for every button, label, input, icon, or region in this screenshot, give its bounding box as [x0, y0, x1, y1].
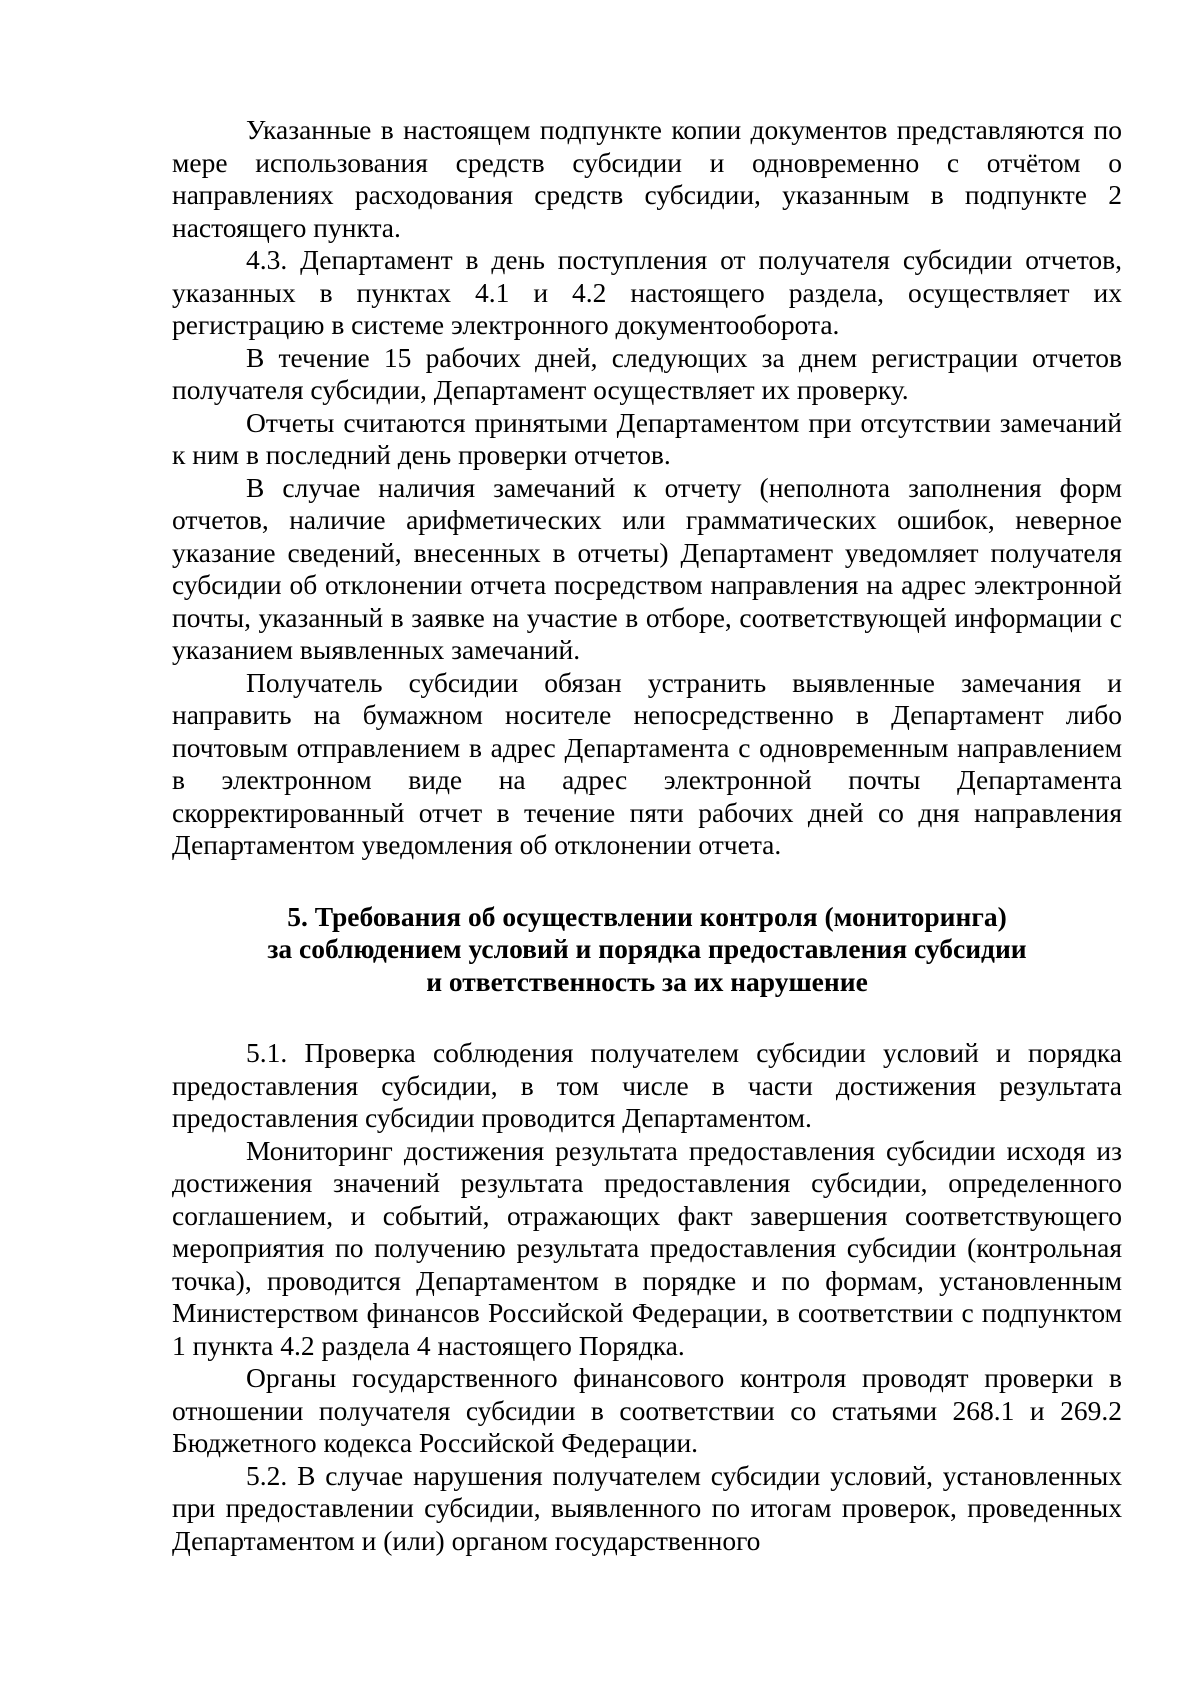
paragraph-report-remarks: В случае наличия замечаний к отчету (неполнота заполнения форм отчетов, наличие арифметических или грамматических ошибок, неверное указание сведений, внесенных в отчеты) Департамент уведомляет получателя субсидии об отклонении отчета посредством направления на адрес электронной почты, указанный в заявке на участие в отборе, соответствующей информации с указанием выявленных замечаний. [172, 471, 1122, 665]
paragraph-5-1: 5.1. Проверка соблюдения получателем субсидии условий и порядка предоставления субсидии, в том числе в части достижения результата предоставления субсидии проводится Департаментом. [172, 1037, 1122, 1133]
section-5-heading-line2: за соблюдением условий и порядка предоставления субсидии [267, 933, 1027, 964]
document-body [172, 114, 1122, 1557]
paragraph-verification-period: В течение 15 рабочих дней, следующих за днем регистрации отчетов получателя субсидии, Департамент осуществляет их проверку. [172, 341, 1122, 405]
section-5-heading-line3: и ответственность за их нарушение [426, 965, 868, 997]
paragraph-financial-control: Органы государственного финансового контроля проводят проверки в отношении получателя субсидии в соответствии со статьями 268.1 и 269.2 Бюджетного кодекса Российской Федерации. [172, 1362, 1122, 1458]
paragraph-reports-accepted: Отчеты считаются принятыми Департаментом при отсутствии замечаний к ним в последний день проверки отчетов. [172, 406, 1122, 470]
section-5-heading [172, 901, 1122, 999]
paragraph-4-3: 4.3. Департамент в день поступления от получателя субсидии отчетов, указанных в пунктах 4.1 и 4.2 настоящего раздела, осуществляет их регистрацию в системе электронного документооборота. [172, 244, 1122, 340]
paragraph-copies-documents: Указанные в настоящем подпункте копии документов представляются по мере использования средств субсидии и одновременно с отчётом о направлениях расходования средств субсидии, указанным в подпункте 2 настоящего пункта. [172, 114, 1122, 243]
section-5-heading-line1: 5. Требования об осуществлении контроля (мониторинга) [287, 900, 1007, 932]
paragraph-monitoring: Мониторинг достижения результата предоставления субсидии исходя из достижения значений результата предоставления субсидии, определенного соглашением, и событий, отражающих факт завершения соответствующего мероприятия по получению результата предоставления субсидии (контрольная точка), проводится Департаментом в порядке и по формам, установленным Министерством финансов Российской Федерации, в соответствии с подпунктом 1 пункта 4.2 раздела 4 настоящего Порядка. [172, 1134, 1122, 1361]
paragraph-5-2: 5.2. В случае нарушения получателем субсидии условий, установленных при предоставлении субсидии, выявленного по итогам проверок, проведенных Департаментом и (или) органом государственного [172, 1459, 1122, 1556]
paragraph-recipient-obligation: Получатель субсидии обязан устранить выявленные замечания и направить на бумажном носителе непосредственно в Департамент либо почтовым отправлением в адрес Департамента с одновременным направлением в электронном виде на адрес электронной почты Департамента скорректированный отчет в течение пяти рабочих дней со дня направления Департаментом уведомления об отклонении отчета. [172, 666, 1122, 860]
